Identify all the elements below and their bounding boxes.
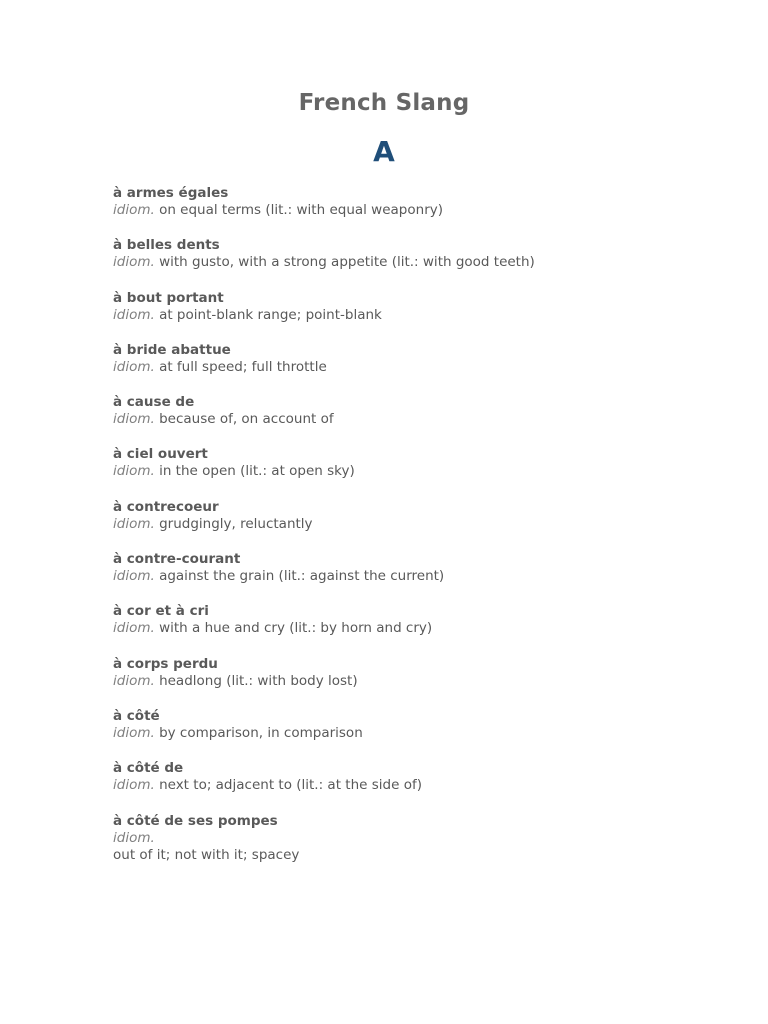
entry-definition-line bbox=[113, 620, 733, 637]
entry-part-of-speech: idiom. bbox=[113, 724, 155, 741]
entry-definition-continuation: out of it; not with it; spacey bbox=[113, 846, 300, 863]
entry-definition: because of, on account of bbox=[154, 411, 334, 428]
entry-definition: on equal terms (lit.: with equal weaponry) bbox=[154, 202, 443, 218]
entry-definition: next to; adjacent to (lit.: at the side of) bbox=[154, 777, 422, 794]
entry-part-of-speech: idiom. bbox=[113, 515, 155, 532]
entry-term: à côté de ses pompes bbox=[113, 812, 278, 829]
entry-definition: grudgingly, reluctantly bbox=[154, 515, 313, 532]
entry-definition-line bbox=[113, 411, 733, 428]
glossary-entry bbox=[113, 185, 733, 237]
glossary-entry bbox=[113, 603, 733, 655]
entry-definition-line bbox=[113, 202, 733, 219]
entry-definition-line bbox=[113, 568, 733, 585]
glossary-entry bbox=[113, 708, 733, 760]
glossary-entry bbox=[113, 813, 733, 883]
entry-definition-line bbox=[113, 254, 733, 271]
entry-definition-line bbox=[113, 673, 733, 690]
glossary-entry bbox=[113, 446, 733, 498]
entry-definition-line bbox=[113, 359, 733, 376]
glossary-entry bbox=[113, 656, 733, 708]
entry-term: à corps perdu bbox=[113, 655, 218, 672]
entry-part-of-speech: idiom. bbox=[113, 620, 155, 637]
glossary-list bbox=[113, 185, 733, 883]
entry-term: à belles dents bbox=[113, 237, 220, 254]
document-title: French Slang bbox=[298, 90, 470, 116]
entry-term: à contrecoeur bbox=[113, 498, 219, 515]
entry-part-of-speech: idiom. bbox=[113, 568, 155, 585]
entry-definition: against the grain (lit.: against the current) bbox=[154, 568, 445, 585]
entry-definition-line bbox=[113, 307, 733, 324]
entry-term: à côté de bbox=[113, 760, 184, 777]
entry-part-of-speech: idiom. bbox=[113, 202, 155, 218]
entry-term: à côté bbox=[113, 707, 160, 724]
entry-part-of-speech: idiom. bbox=[113, 777, 155, 794]
entry-definition-line bbox=[113, 516, 733, 533]
entry-term: à cause de bbox=[113, 394, 195, 411]
entry-term: à ciel ouvert bbox=[113, 446, 208, 463]
entry-definition-line bbox=[113, 777, 733, 794]
glossary-entry bbox=[113, 290, 733, 342]
entry-part-of-speech: idiom. bbox=[113, 463, 155, 480]
entry-definition: at full speed; full throttle bbox=[154, 358, 327, 375]
entry-term: à bout portant bbox=[113, 289, 224, 306]
entry-definition: headlong (lit.: with body lost) bbox=[154, 672, 358, 689]
entry-part-of-speech: idiom. bbox=[113, 829, 155, 846]
glossary-entry bbox=[113, 394, 733, 446]
entry-definition: with gusto, with a strong appetite (lit.: with good teeth) bbox=[154, 254, 535, 271]
entry-definition: at point-blank range; point-blank bbox=[154, 306, 382, 323]
section-letter-heading: A bbox=[373, 135, 395, 168]
entry-definition: with a hue and cry (lit.: by horn and cry) bbox=[154, 620, 433, 637]
entry-part-of-speech: idiom. bbox=[113, 254, 155, 271]
glossary-entry bbox=[113, 760, 733, 812]
entry-definition: in the open (lit.: at open sky) bbox=[154, 463, 355, 480]
glossary-entry bbox=[113, 551, 733, 603]
entry-definition: by comparison, in comparison bbox=[154, 724, 363, 741]
glossary-entry bbox=[113, 342, 733, 394]
entry-part-of-speech: idiom. bbox=[113, 411, 155, 428]
entry-term: à bride abattue bbox=[113, 341, 231, 358]
entry-part-of-speech: idiom. bbox=[113, 672, 155, 689]
entry-part-of-speech: idiom. bbox=[113, 358, 155, 375]
entry-definition-line bbox=[113, 725, 733, 742]
entry-term: à armes égales bbox=[113, 185, 229, 201]
entry-definition-line bbox=[113, 463, 733, 480]
entry-term: à cor et à cri bbox=[113, 603, 209, 620]
entry-definition-line bbox=[113, 830, 733, 847]
entry-term: à contre-courant bbox=[113, 551, 241, 568]
entry-part-of-speech: idiom. bbox=[113, 306, 155, 323]
glossary-entry bbox=[113, 237, 733, 289]
glossary-entry bbox=[113, 499, 733, 551]
